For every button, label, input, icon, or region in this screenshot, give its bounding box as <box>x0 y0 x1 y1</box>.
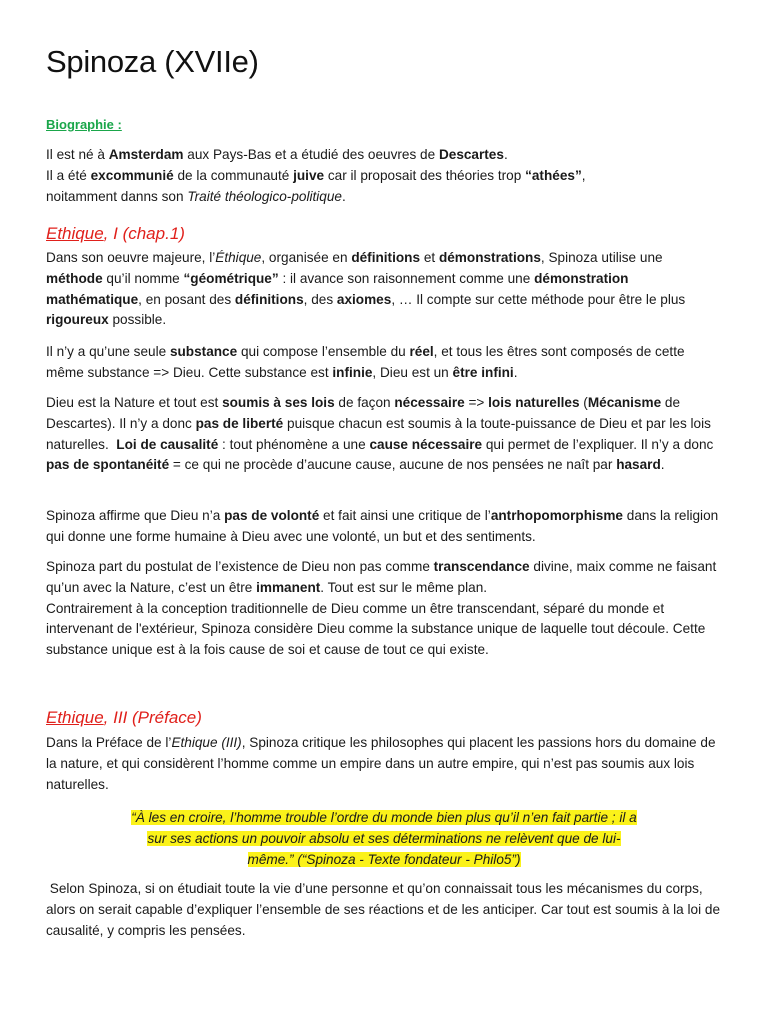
text-run: Loi de causalité <box>116 436 219 452</box>
text-run: , III (Préface) <box>103 708 202 727</box>
text-run: démonstration mathématique <box>46 270 633 307</box>
text-run: Mécanisme <box>587 395 662 410</box>
text-run: , organisée en <box>261 250 352 265</box>
text-run: Traité théologico-politique <box>187 188 342 204</box>
biography-paragraph <box>46 145 722 207</box>
quote-line: sur ses actions un pouvoir absolu et ses déterminations ne relèvent que de lui- <box>147 831 621 846</box>
text-run: , I (chap.1) <box>103 224 185 243</box>
text-run: noitamment danns son <box>46 188 188 204</box>
text-run: Ethique <box>46 708 104 727</box>
text-run: pas de volonté <box>224 508 320 523</box>
text-run: possible. <box>108 312 167 328</box>
text-run: . <box>513 364 518 380</box>
text-run: nécessaire <box>394 395 465 410</box>
text-run: infinie <box>332 364 373 380</box>
text-run: . <box>660 457 665 473</box>
text-run: Ethique (III) <box>171 735 242 750</box>
text-run: de façon <box>334 395 395 410</box>
text-run: Dieu est la Nature et tout est <box>46 395 223 410</box>
text-run: , et tous les êtres sont composés de cette même substance => Dieu. Cette substance est <box>46 344 689 380</box>
text-run: Spinoza affirme que Dieu n’a <box>46 508 225 523</box>
text-run: aux Pays-Bas et a étudié des oeuvres de <box>183 147 439 162</box>
text-run: , des <box>303 291 337 307</box>
text-run: et <box>420 250 439 265</box>
text-run: divine, maix comme ne faisant qu’un avec la Nature, c’est un être <box>46 559 721 595</box>
text-run: ( <box>579 395 588 410</box>
text-run: Il n’y a qu’une seule <box>46 344 170 359</box>
text-run: qui permet de l’expliquer. Il n’y a donc <box>482 436 718 452</box>
biography-heading: Biographie : <box>46 117 122 132</box>
text-run: “géométrique” <box>183 270 279 286</box>
text-run: de Descartes). Il n’y a donc <box>46 395 684 431</box>
text-run: Dans la Préface de l’ <box>46 735 172 750</box>
section-heading-ethique-3 <box>46 708 202 728</box>
highlighted-quote <box>46 807 722 870</box>
text-run: => <box>464 395 489 410</box>
text-run: Selon Spinoza, si on étudiait toute la vie d’une personne et qu’on connaissait tous les mécanismes du corps, alors on serait capable d’expliquer l’ensemble de ses réactions et de les anticiper. Car tout est soumis à la loi de causalité, y compris les pensées. <box>46 881 724 938</box>
page-title: Spinoza (XVIIe) <box>46 44 259 79</box>
ethique-1-paragraph-1 <box>46 248 722 331</box>
text-run: réel <box>409 344 434 359</box>
text-run: pas de spontanéité <box>46 457 170 473</box>
text-run: qu’il nomme <box>102 270 184 286</box>
quote-line: “À les en croire, l’homme trouble l’ordre du monde bien plus qu’il n’en fait partie ; il a <box>131 810 637 825</box>
text-run: car il proposait des théories trop <box>324 167 526 183</box>
text-run: . <box>341 188 346 204</box>
text-run: “athées” <box>525 167 582 183</box>
text-run: définitions <box>234 291 304 307</box>
text-run: , Spinoza critique les philosophes qui placent les passions hors du domaine de la nature, et qui considèrent l’homme comme un empire dans un autre empire, qui n’est pas soumis aux lois naturelles. <box>46 735 720 792</box>
text-run: puisque chacun est soumis à la toute-puissance de Dieu et par les lois naturelles. <box>46 415 715 452</box>
text-run: , … Il compte sur cette méthode pour être le plus <box>391 291 690 307</box>
ethique-1-paragraph-4 <box>46 506 722 548</box>
text-run: Ethique <box>46 224 104 243</box>
text-run: excommunié <box>90 167 174 183</box>
text-run: Dans son oeuvre majeure, l’ <box>46 250 216 265</box>
text-run: méthode <box>46 270 103 286</box>
text-run: Spinoza part du postulat de l’existence de Dieu non pas comme <box>46 559 434 574</box>
text-run: Il a été <box>46 167 91 183</box>
text-run: lois naturelles <box>488 395 580 410</box>
text-run: hasard <box>616 457 661 473</box>
text-run: démonstrations <box>438 250 541 265</box>
text-run: être infini <box>452 364 514 380</box>
text-run: transcendance <box>433 559 530 574</box>
ethique-1-paragraph-2 <box>46 342 722 384</box>
text-run: , en posant des <box>138 291 235 307</box>
text-run: Éthique <box>215 250 262 265</box>
text-run: juive <box>293 167 325 183</box>
ethique-3-paragraph-2 <box>46 879 722 941</box>
ethique-1-paragraph-3 <box>46 393 722 476</box>
text-run: Il est né à <box>46 147 109 162</box>
text-run: définitions <box>351 250 421 265</box>
text-run: substance <box>169 344 238 359</box>
ethique-3-paragraph-1 <box>46 733 722 795</box>
text-run: , Dieu est un <box>372 364 453 380</box>
text-run: Descartes <box>438 147 504 162</box>
text-run: cause nécessaire <box>369 436 483 452</box>
text-run: antrhopomorphisme <box>490 508 623 523</box>
text-run: , <box>581 167 586 183</box>
text-run: . <box>503 147 508 162</box>
ethique-1-paragraph-5 <box>46 557 722 661</box>
text-run: de la communauté <box>173 167 294 183</box>
text-run: immanent <box>256 579 321 595</box>
text-run: soumis à ses lois <box>222 395 335 410</box>
text-run: axiomes <box>336 291 392 307</box>
quote-line: même.” (“Spinoza - Texte fondateur - Philo5”) <box>247 852 521 867</box>
text-run: Contrairement à la conception traditionnelle de Dieu comme un être transcendant, séparé du monde et intervenant de l'extérieur, Spinoza considère Dieu comme la substance unique de laquelle tout découle. Cette substance unique est à la fois cause de soi et cause de tout ce qui existe. <box>46 600 710 658</box>
text-run: = ce qui ne procède d’aucune cause, aucune de nos pensées ne naît par <box>169 457 617 473</box>
text-run: pas de liberté <box>195 415 284 431</box>
text-run: : il avance son raisonnement comme une <box>278 270 535 286</box>
text-run: . Tout est sur le même plan. <box>320 579 488 595</box>
text-run: Amsterdam <box>108 147 184 162</box>
text-run: rigoureux <box>46 312 109 328</box>
text-run: , Spinoza utilise une <box>540 250 667 265</box>
text-run: dans la religion qui donne une forme humaine à Dieu avec une volonté, un but et des sentiments. <box>46 508 722 544</box>
text-run: qui compose l’ensemble du <box>237 344 410 359</box>
text-run: et fait ainsi une critique de l’ <box>319 508 491 523</box>
section-heading-ethique-1 <box>46 224 185 244</box>
text-run: : tout phénomène a une <box>218 436 370 452</box>
